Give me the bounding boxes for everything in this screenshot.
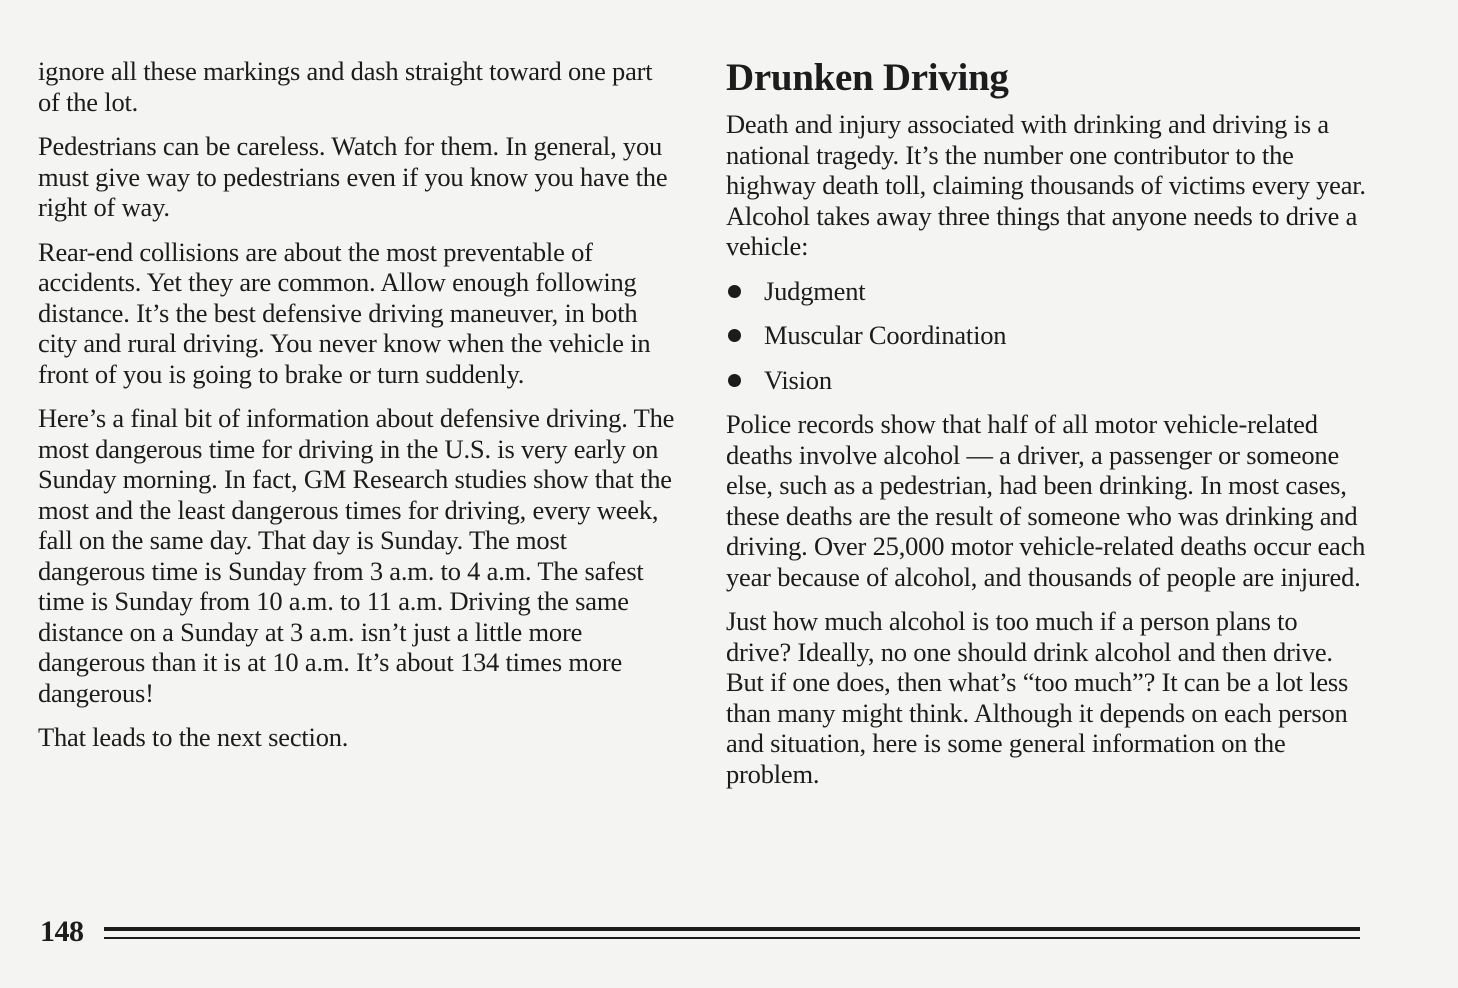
- list-item: [726, 276, 1366, 307]
- list-item-label: Muscular Coordination: [764, 320, 1007, 350]
- left-column: [38, 56, 678, 767]
- bullet-list: [726, 276, 1366, 396]
- paragraph: ignore all these markings and dash straight toward one part of the lot.: [38, 56, 653, 117]
- paragraph: Just how much alcohol is too much if a person plans to drive? Ideally, no one should drink alcohol and then drive. But if one does, then what’s “too much”? It can be a lot less than many might think. Although it depends on each person and situation, here is some general information on the problem.: [726, 606, 1349, 789]
- bullet-icon: [728, 285, 741, 298]
- intro-paragraph: Death and injury associated with drinking and driving is a national tragedy. It’s the number one contributor to the highway death toll, claiming thousands of victims every year. Alcohol takes away three things that anyone needs to drive a vehicle:: [726, 109, 1366, 261]
- list-item-label: Vision: [764, 364, 832, 395]
- list-item: [726, 365, 1366, 396]
- paragraph: Here’s a final bit of information about defensive driving. The most dangerous time for driving in the U.S. is very early on Sunday morning. In fact, GM Research studies show that the most and the least dangerous times for driving, every week, fall on the same day. That day is Sunday. The most dangerous time is Sunday from 3 a.m. to 4 a.m. The safest time is Sunday from 10 a.m. to 11 a.m. Driving the same distance on a Sunday at 3 a.m. isn’t just a little more dangerous than it is at 10 a.m. It’s about 134 times more dangerous!: [38, 403, 675, 708]
- bullet-icon: [728, 374, 741, 387]
- paragraph: Rear-end collisions are about the most preventable of accidents. Yet they are common. Allow enough following distance. It’s the best defensive driving maneuver, in both city and rural driving. You never know when the vehicle in front of you is going to brake or turn suddenly.: [38, 236, 651, 389]
- paragraph: Pedestrians can be careless. Watch for them. In general, you must give way to pedestrians even if you know you have the right of way.: [38, 131, 668, 222]
- footer-rule-thin: [104, 937, 1360, 939]
- paragraph: Police records show that half of all motor vehicle-related deaths involve alcohol — a driver, a passenger or someone else, such as a pedestrian, had been drinking. In most cases, these deaths are the result of someone who was drinking and driving. Over 25,000 motor vehicle-related deaths occur each year because of alcohol, and thousands of people are injured.: [726, 409, 1366, 592]
- bullet-icon: [728, 329, 741, 342]
- paragraph: That leads to the next section.: [38, 722, 349, 752]
- list-item-label: Judgment: [764, 275, 866, 306]
- right-column: [726, 56, 1366, 803]
- footer-rule: [104, 927, 1360, 931]
- page-footer: [40, 912, 1360, 952]
- section-heading: Drunken Driving: [726, 56, 1009, 99]
- page-number: 148: [40, 915, 84, 948]
- list-item: [726, 320, 1366, 351]
